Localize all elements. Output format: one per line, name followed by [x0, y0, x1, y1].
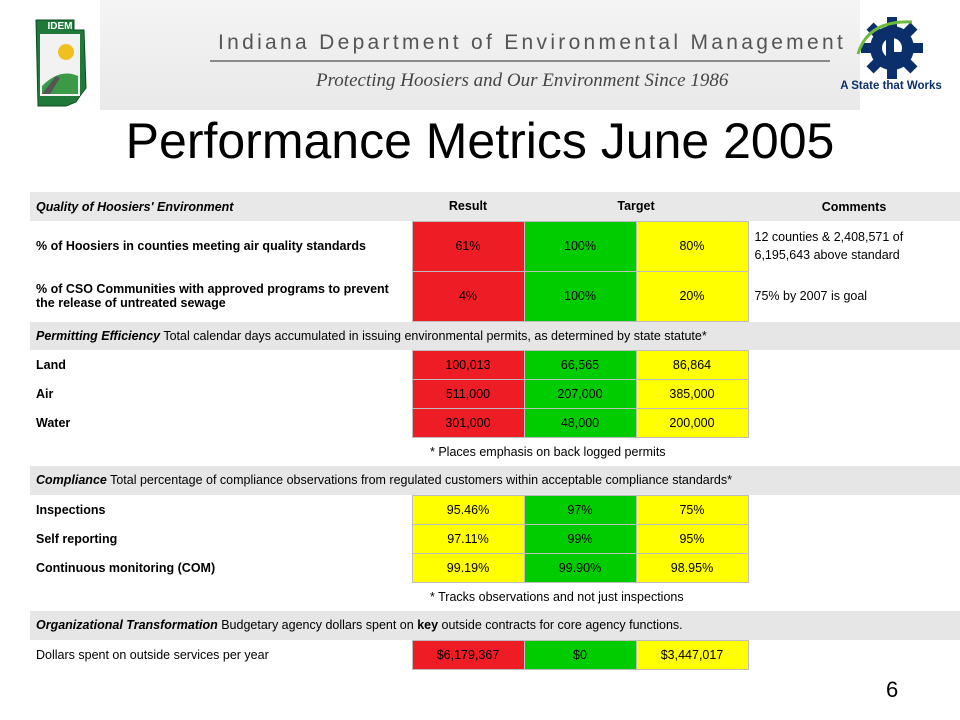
metric-result: 97.11% [412, 524, 524, 553]
section-header [30, 321, 960, 350]
metric-result: 100,013 [412, 350, 524, 379]
metric-label: % of Hoosiers in counties meeting air quality standards [30, 221, 412, 271]
metric-target: 66,565 [524, 350, 636, 379]
header-result: Result [412, 192, 524, 221]
metric-label: Air [30, 379, 412, 408]
metric-label: Continuous monitoring (COM) [30, 553, 412, 582]
section-description-key: key [417, 618, 439, 633]
metric-target: 100% [524, 221, 636, 271]
metric-label: Land [30, 350, 412, 379]
metric-label: Water [30, 408, 412, 437]
state-logo-caption: A State that Works [840, 80, 942, 92]
metric-label: Self reporting [30, 524, 412, 553]
metric-result: 95.46% [412, 495, 524, 524]
idem-logo-text: IDEM [47, 21, 73, 32]
metric-comment [748, 350, 960, 379]
metric-comment [748, 640, 960, 669]
section-header [30, 611, 960, 640]
section-description: Total calendar days accumulated in issuing environmental permits, as determined by state statute* [160, 328, 707, 343]
table-row [30, 350, 960, 379]
banner-background [100, 0, 860, 110]
header-category: Quality of Hoosiers' Environment [30, 192, 412, 221]
metric-threshold: $3,447,017 [636, 640, 748, 669]
header-target: Target [524, 192, 748, 221]
section-row-compliance [30, 466, 960, 495]
table-row [30, 553, 960, 582]
metrics-table [30, 192, 960, 670]
metric-result: 99.19% [412, 553, 524, 582]
metric-threshold: 75% [636, 495, 748, 524]
metric-target: 100% [524, 271, 636, 321]
metric-label: Dollars spent on outside services per year [30, 640, 412, 669]
section-title: Organizational Transformation [36, 618, 218, 633]
note-row [30, 582, 960, 611]
metric-threshold: 86,864 [636, 350, 748, 379]
metric-comment [748, 495, 960, 524]
table-header-row [30, 192, 960, 221]
header-comments: Comments [748, 192, 960, 221]
section-description: Budgetary agency dollars spent on [217, 618, 418, 633]
metric-comment: 75% by 2007 is goal [748, 271, 960, 321]
footnote-permitting: * Places emphasis on back logged permits [412, 437, 960, 466]
table-row [30, 495, 960, 524]
metric-target: $0 [524, 640, 636, 669]
agency-tagline: Protecting Hoosiers and Our Environment Since 1986 [316, 70, 729, 91]
table-row [30, 524, 960, 553]
footnote-compliance: * Tracks observations and not just inspections [412, 582, 960, 611]
section-title: Compliance [36, 473, 107, 488]
section-description: Total percentage of compliance observations from regulated customers within acceptable compliance standards* [106, 473, 732, 488]
table-row [30, 408, 960, 437]
metric-result: 511,000 [412, 379, 524, 408]
section-description-end: outside contracts for core agency functions. [438, 618, 683, 633]
page-number: 6 [886, 677, 899, 702]
table-row [30, 640, 960, 669]
metric-target: 207,000 [524, 379, 636, 408]
metric-threshold: 80% [636, 221, 748, 271]
metric-threshold: 385,000 [636, 379, 748, 408]
section-row-permitting [30, 321, 960, 350]
section-header [30, 466, 960, 495]
metric-comment [748, 553, 960, 582]
metric-comment [748, 524, 960, 553]
note-row [30, 437, 960, 466]
metric-result: 61% [412, 221, 524, 271]
agency-name: Indiana Department of Environmental Management [218, 31, 847, 54]
table-row [30, 221, 960, 271]
section-title: Permitting Efficiency [36, 328, 161, 343]
metric-threshold: 98.95% [636, 553, 748, 582]
metric-target: 99.90% [524, 553, 636, 582]
header-divider [210, 60, 830, 62]
metric-threshold: 20% [636, 271, 748, 321]
table-row [30, 271, 960, 321]
page-title: Performance Metrics June 2005 [125, 113, 835, 169]
metric-result: $6,179,367 [412, 640, 524, 669]
metric-threshold: 95% [636, 524, 748, 553]
table-row [30, 379, 960, 408]
metric-comment [748, 379, 960, 408]
metric-comment: 12 counties & 2,408,571 of 6,195,643 above standard [748, 221, 960, 271]
metric-label: % of CSO Communities with approved programs to prevent the release of untreated sewage [30, 271, 412, 321]
metric-result: 4% [412, 271, 524, 321]
section-row-org [30, 611, 960, 640]
metric-target: 97% [524, 495, 636, 524]
metric-target: 48,000 [524, 408, 636, 437]
metric-label: Inspections [30, 495, 412, 524]
metric-result: 301,000 [412, 408, 524, 437]
header-banner [0, 0, 960, 110]
metric-target: 99% [524, 524, 636, 553]
metric-comment [748, 408, 960, 437]
metric-threshold: 200,000 [636, 408, 748, 437]
idem-logo-icon [26, 16, 94, 110]
